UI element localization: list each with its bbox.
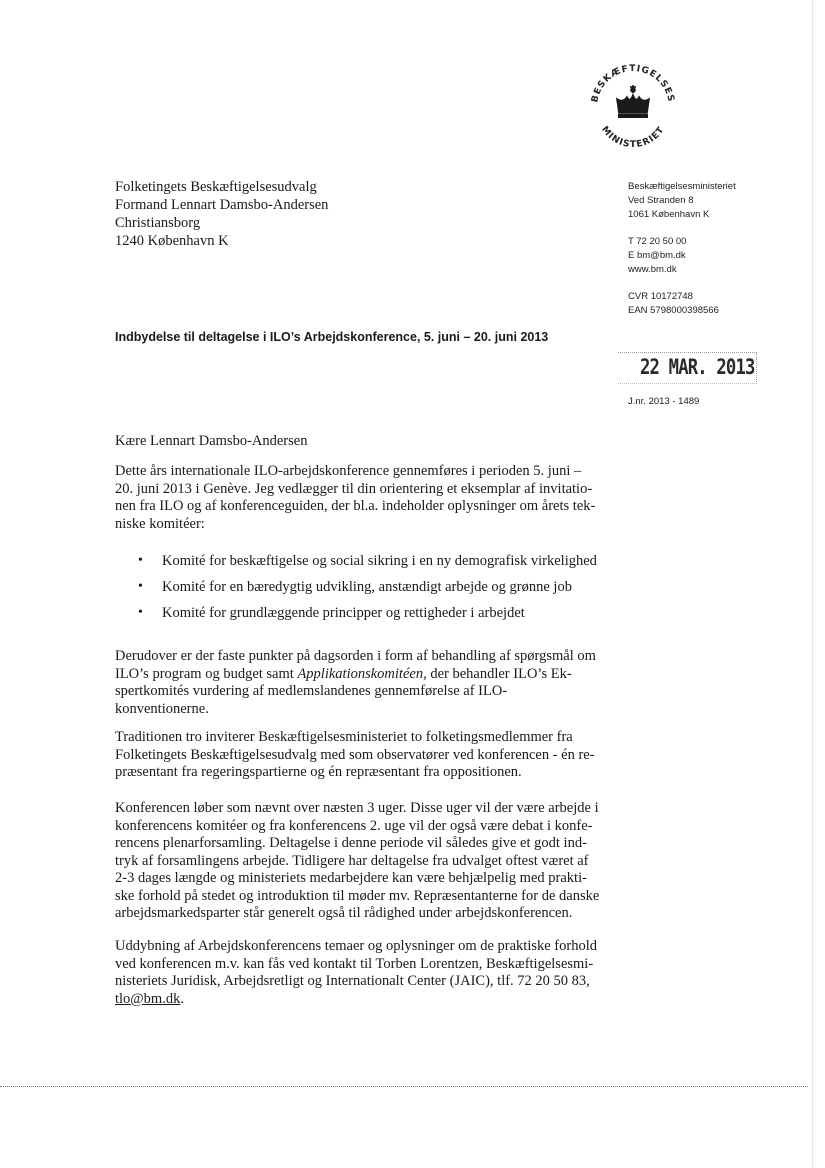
- contact-email-link[interactable]: tlo@bm.dk: [115, 990, 181, 1007]
- svg-text:MINISTERIET: [599, 125, 667, 150]
- text-line: Dette års internationale ILO-arbejdskonference gennemføres i perioden 5. juni –: [115, 463, 582, 479]
- bottom-divider: [0, 1086, 808, 1087]
- italic-term: Applikationskomitéen,: [297, 665, 427, 682]
- text-line: [115, 666, 590, 684]
- paragraph-conference: [115, 800, 600, 923]
- text-line: Uddybning af Arbejdskonferencens temaer og oplysninger om de praktiske forhold: [115, 938, 597, 954]
- sender-ean: EAN 5798000398566: [628, 305, 719, 316]
- list-item-text: Komité for en bæredygtig udvikling, anstændigt arbejde og grønne job: [162, 579, 572, 595]
- text-line: niske komitéer:: [115, 515, 205, 532]
- text-line: 2-3 dages længde og ministeriets medarbejdere kan være behjælpelig med prakti-: [115, 870, 587, 886]
- sender-web: www.bm.dk: [628, 264, 677, 275]
- paragraph-intro: [115, 463, 596, 533]
- letter-subject: Indbydelse til deltagelse i ILO’s Arbejdskonference, 5. juni – 20. juni 2013: [115, 330, 549, 344]
- date-stamp: [618, 352, 758, 384]
- text-line: ved konferencen m.v. kan fås ved kontakt til Torben Lorentzen, Beskæftigelsesmi-: [115, 955, 594, 972]
- text-line: Konferencen løber som nævnt over næsten 3 uger. Disse uger vil der være arbejde i: [115, 800, 599, 816]
- list-item-text: Komité for grundlæggende principper og rettigheder i arbejdet: [162, 605, 525, 621]
- text-line: spertkomités vurdering af medlemslandenes gennemførelse af ILO-: [115, 683, 508, 699]
- paragraph-agenda: [115, 648, 596, 718]
- text-line: tryk af forsamlingens arbejde. Tidligere har deltagelse fra udvalget oftest været af: [115, 852, 589, 869]
- text-line: nisteriets Juridisk, Arbejdsretligt og Internationalt Center (JAIC), tlf. 72 20 50 83,: [115, 973, 590, 989]
- sender-cvr: CVR 10172748: [628, 291, 693, 302]
- bullet-icon: •: [138, 579, 143, 594]
- text-line: konferencens komitéer og fra konferencens 2. uge vil der også være debat i konfe-: [115, 817, 593, 834]
- recipient-line: Folketingets Beskæftigelsesudvalg: [115, 179, 317, 195]
- paragraph-invitation: [115, 729, 595, 782]
- text-line: arbejdsmarkedsparter står generelt også til rådighed under arbejdskonferencen.: [115, 905, 573, 921]
- recipient-line: Formand Lennart Damsbo-Andersen: [115, 197, 329, 213]
- crown-icon: [617, 85, 649, 118]
- sender-info: [628, 180, 736, 318]
- sender-phone: T 72 20 50 00: [628, 236, 687, 247]
- bullet-icon: •: [138, 553, 143, 568]
- sender-email: E bm@bm.dk: [628, 250, 686, 261]
- text-line: rencens plenarforsamling. Deltagelse i denne periode vil således give et godt ind-: [115, 835, 587, 851]
- scan-edge: [812, 0, 813, 1168]
- list-item-text: Komité for beskæftigelse og social sikring i en ny demografisk virkelighed: [162, 553, 597, 569]
- ministry-seal: [583, 55, 683, 155]
- sender-street: Ved Stranden 8: [628, 195, 694, 206]
- text-line: Derudover er der faste punkter på dagsorden i form af behandling af spørgsmål om: [115, 648, 596, 664]
- seal-text-top: BESKÆFTIGELSES: [590, 63, 676, 104]
- text-line: nen fra ILO og af konferenceguiden, der bl.a. indeholder oplysninger om årets tek-: [115, 498, 596, 514]
- stamp-date: 22 MAR. 2013: [640, 355, 755, 379]
- recipient-address: [115, 178, 328, 250]
- seal-text-bottom: MINISTERIET: [599, 124, 667, 151]
- text-line: præsentant fra regeringspartierne og én repræsentant fra oppositionen.: [115, 764, 522, 780]
- journal-number: J.nr. 2013 - 1489: [628, 396, 700, 407]
- text-segment: .: [180, 990, 184, 1007]
- text-line: ske forhold på stedet og introduktion til møder mv. Repræsentanterne for de danske: [115, 887, 600, 904]
- text-line: Traditionen tro inviterer Beskæftigelsesministeriet to folketingsmedlemmer fra: [115, 729, 573, 745]
- paragraph-contact: [115, 938, 597, 1008]
- text-segment: der behandler ILO’s Ek-: [426, 665, 572, 682]
- text-line: 20. juni 2013 i Genève. Jeg vedlægger til din orientering et eksemplar af invitatio-: [115, 480, 593, 497]
- bullet-icon: •: [138, 605, 143, 620]
- text-line: Folketingets Beskæftigelsesudvalg med som observatører ved konferencen - én re-: [115, 746, 595, 763]
- text-line: [115, 991, 590, 1009]
- sender-name: Beskæftigelsesministeriet: [628, 181, 736, 192]
- sender-city: 1061 København K: [628, 209, 710, 220]
- recipient-line: 1240 København K: [115, 233, 229, 249]
- text-segment: ILO’s program og budget samt: [115, 665, 298, 682]
- text-line: konventionerne.: [115, 700, 209, 717]
- greeting: Kære Lennart Damsbo-Andersen: [115, 433, 308, 449]
- recipient-line: Christiansborg: [115, 215, 201, 231]
